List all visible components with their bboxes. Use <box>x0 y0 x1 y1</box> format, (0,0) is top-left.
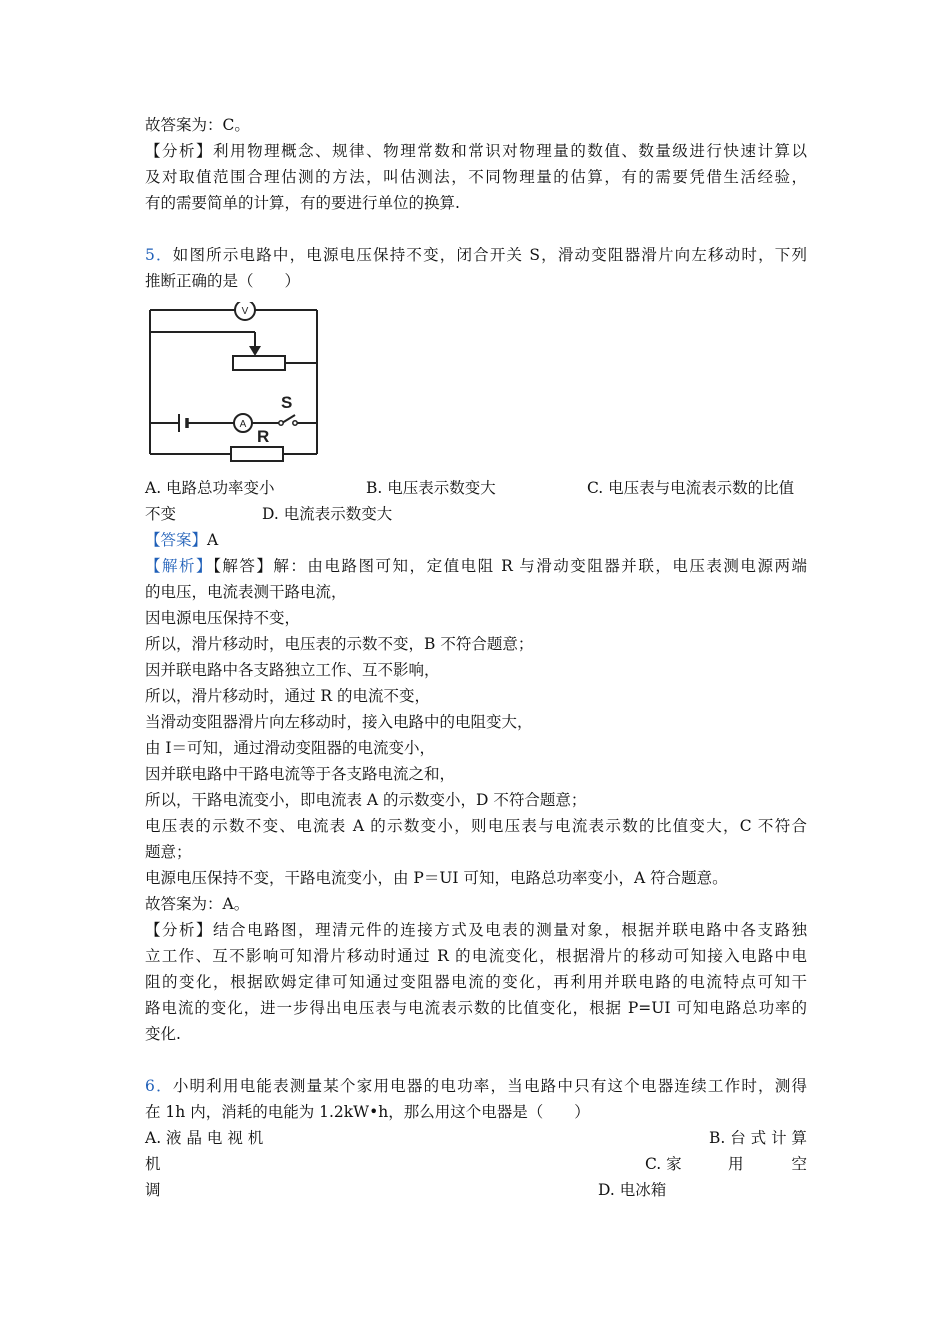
q6-option-b: B. 台 式 计 算 <box>708 1129 807 1147</box>
q6-option-c: 用 <box>728 1155 744 1173</box>
q5-answer: 【答案】A <box>145 531 219 549</box>
q6-option-b-cont: 机 <box>145 1155 161 1173</box>
circuit-diagram <box>145 302 325 467</box>
q5-option-b: B. 电压表示数变大 <box>366 479 496 497</box>
q6-options-row <box>145 1177 807 1203</box>
q5-analysis-line: 立工作、互不影响可知滑片移动时通过 R 的电流变化，根据滑片的移动可知接入电路中电 <box>145 947 807 965</box>
q5-analysis-line: 【分析】结合电路图，理清元件的连接方式及电表的测量对象，根据并联电路中各支路独 <box>145 921 807 939</box>
q5-option-a: A. 电路总功率变小 <box>145 479 275 497</box>
q5-analysis-line: 变化. <box>145 1025 181 1043</box>
q6-option-a: A. 液 晶 电 视 机 <box>145 1129 264 1147</box>
q5-number: 5． <box>145 246 173 264</box>
q5-options-row <box>145 501 807 527</box>
q5-option-c: C. 电压表与电流表示数的比值 <box>587 479 795 497</box>
document-page <box>145 112 807 1203</box>
q6-number: 6． <box>145 1077 173 1095</box>
q4-analysis-line: 有的需要简单的计算，有的要进行单位的换算. <box>145 194 460 212</box>
q5-solution-line: 由 I＝可知，通过滑动变阻器的电流变小， <box>145 739 436 757</box>
q5-solution-line: 【解析】【解答】解：由电路图可知，定值电阻 R 与滑动变阻器并联，电压表测电源两端 <box>145 557 807 575</box>
voltmeter-label: V <box>241 306 249 317</box>
ammeter-label: A <box>239 419 247 430</box>
q5-solution-line: 因电源电压保持不变， <box>145 609 301 627</box>
q5-solution-line: 题意； <box>145 843 192 861</box>
q5-solution-line: 电源电压保持不变，干路电流变小，由 P＝UI 可知，电路总功率变小，A 符合题意。 <box>145 869 728 887</box>
slider-arrow-icon <box>249 346 261 356</box>
q5-options-row <box>145 475 807 501</box>
q5-solution-line: 因并联电路中干路电流等于各支路电流之和， <box>145 765 456 783</box>
q5-solution-line: 所以，干路电流变小，即电流表 A 的示数变小，D 不符合题意； <box>145 791 587 809</box>
q4-answer-line: 故答案为：C。 <box>145 116 250 134</box>
q6-stem-line: 6．小明利用电能表测量某个家用电器的电功率，当电路中只有这个电器连续工作时，测得 <box>145 1077 807 1095</box>
q5-solution-line: 电压表的示数不变、电流表 A 的示数变小，则电压表与电流表示数的比值变大，C 不符合 <box>145 817 807 835</box>
q5-solution-line: 故答案为：A。 <box>145 895 250 913</box>
q6-options-row <box>145 1125 807 1151</box>
q5-stem-line: 5．如图所示电路中，电源电压保持不变，闭合开关 S，滑动变阻器滑片向左移动时，下列 <box>145 246 807 264</box>
q5-option-d: D. 电流表示数变大 <box>262 505 393 523</box>
q5-stem-line: 推断正确的是（ ） <box>145 272 301 290</box>
q6-option-c: C. 家 <box>645 1155 682 1173</box>
q4-analysis-line: 及对取值范围合理估测的方法，叫估测法，不同物理量的估算，有的需要凭借生活经验， <box>145 168 807 186</box>
q6-option-d: D. 电冰箱 <box>598 1181 667 1199</box>
q6-stem-line: 在 1h 内，消耗的电能为 1.2kW•h，那么用这个电器是（ ） <box>145 1103 590 1121</box>
q5-solution-line: 因并联电路中各支路独立工作、互不影响， <box>145 661 440 679</box>
q5-option-c-cont: 不变 <box>145 505 177 523</box>
q5-solution-line: 当滑动变阻器滑片向左移动时，接入电路中的电阻变大， <box>145 713 533 731</box>
q6-option-c-cont: 调 <box>145 1181 161 1199</box>
resistor-label: R <box>257 427 270 446</box>
q5-solution-line: 所以，滑片移动时，电压表的示数不变，B 不符合题意； <box>145 635 534 653</box>
q5-solution-line: 所以，滑片移动时，通过 R 的电流不变， <box>145 687 431 705</box>
q4-analysis-line: 【分析】利用物理概念、规律、物理常数和常识对物理量的数值、数量级进行快速计算以 <box>145 142 807 160</box>
q5-analysis-line: 阻的变化，根据欧姆定律可知通过变阻器电流的变化，再利用并联电路的电流特点可知干 <box>145 973 807 991</box>
q5-solution-line: 的电压，电流表测干路电流， <box>145 583 347 601</box>
q6-option-c: 空 <box>791 1155 807 1173</box>
switch-label: S <box>281 393 293 412</box>
q5-analysis-line: 路电流的变化，进一步得出电压表与电流表示数的比值变化，根据 P=UI 可知电路总功率的 <box>145 999 807 1017</box>
q6-options-row <box>145 1151 807 1177</box>
